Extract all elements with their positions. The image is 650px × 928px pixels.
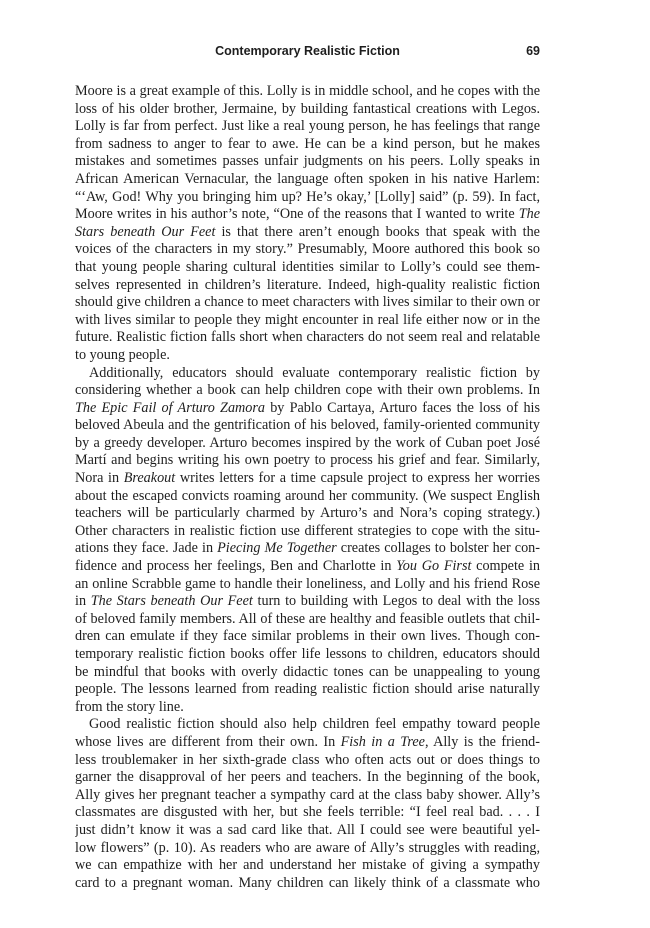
text-line [75, 136, 540, 154]
text-run: of beloved family members. All of these are healthy and feasible outlets that chil- [75, 610, 540, 627]
text-line [75, 558, 540, 576]
text-run: an online Scrabble game to handle their loneliness, and Lolly and his friend Rose [75, 575, 540, 592]
italic-title: You Go First [396, 558, 472, 575]
text-line [75, 576, 540, 594]
text-line [75, 452, 540, 470]
text-run: Nora in [75, 470, 124, 487]
text-line [75, 189, 540, 207]
text-run: Moore is a great example of this. Lolly is in middle school, and he copes with the [75, 83, 540, 99]
italic-title: Fish in a Tree [340, 733, 425, 750]
italic-title: Stars beneath Our Feet [75, 223, 216, 240]
text-line [75, 312, 540, 330]
text-line [75, 347, 540, 365]
text-run: , Ally is the friend- [424, 733, 540, 750]
text-line [75, 804, 540, 822]
text-line [75, 646, 540, 664]
text-run: Martí and begins writing his own poetry to process his grief and fear. Similarly, [75, 452, 540, 469]
text-run: Lolly is far from perfect. Just like a real young person, he has feelings that range [75, 118, 540, 135]
text-line [75, 734, 540, 752]
text-run: future. Realistic fiction falls short when characters do not seem real and relatable [75, 329, 540, 346]
text-line [75, 822, 540, 840]
text-run: mistakes and sometimes passes unfair judgments on his peers. Lolly speaks in [75, 153, 540, 170]
text-run: to young people. [75, 346, 170, 363]
text-line [75, 206, 540, 224]
text-run: should give children a chance to meet characters with lives similar to their own or [75, 294, 540, 311]
body-text [75, 83, 540, 892]
paragraph [75, 716, 540, 892]
italic-title: Breakout [123, 470, 176, 487]
chapter-title: Contemporary Realistic Fiction [215, 44, 400, 58]
text-run: temporary realistic fiction books offer life lessons to children, educators should [75, 646, 540, 662]
text-line [75, 699, 540, 717]
text-line [75, 435, 540, 453]
text-line [75, 611, 540, 629]
italic-title: The Epic Fail of Arturo Zamora [75, 399, 265, 416]
text-line [75, 400, 540, 418]
paragraph [75, 83, 540, 365]
text-run: ations they face. Jade in [75, 540, 218, 557]
text-line [75, 171, 540, 189]
text-line [75, 294, 540, 312]
text-line [75, 329, 540, 347]
text-run: is that there aren’t enough books that speak with the [215, 223, 540, 240]
text-run: “‘Aw, God! Why you bringing him up? He’s okay,’ [Lolly] said” (p. 59). In fact, [75, 188, 540, 205]
text-run: with lives similar to people they might encounter in real life either now or in the [75, 311, 540, 328]
text-line [75, 752, 540, 770]
text-line [75, 259, 540, 277]
text-run: turn to building with Legos to deal with the loss [252, 593, 540, 610]
text-line [75, 365, 540, 383]
text-line [75, 664, 540, 682]
text-run: classmates are disgusted with her, but she feels terrible: “I feel real bad. . . . I [75, 804, 540, 821]
running-header [75, 42, 540, 60]
text-line [75, 417, 540, 435]
text-run: by Pablo Cartaya, Arturo faces the loss of his [265, 399, 540, 416]
text-run: dren can emulate if they face similar problems in their own lives. Though con- [75, 628, 540, 645]
text-run: Additionally, educators should evaluate contemporary realistic fiction by [89, 364, 540, 381]
text-run: in [75, 593, 91, 610]
text-line [75, 769, 540, 787]
text-run: from the story line. [75, 698, 184, 715]
text-run: from sadness to anger to fear to awe. He can be a kind person, but he makes [75, 135, 540, 152]
text-run: just didn’t know it was a sad card like that. All I could see were beautiful yel- [75, 821, 540, 838]
text-line [75, 681, 540, 699]
text-run: Ally gives her pregnant teacher a sympathy card at the class baby shower. Ally’s [75, 786, 540, 803]
text-line [75, 840, 540, 858]
text-run: compete in [471, 558, 540, 575]
text-line [75, 382, 540, 400]
italic-title: The Stars beneath Our Feet [90, 593, 253, 610]
page-number: 69 [526, 44, 540, 58]
text-line [75, 118, 540, 136]
text-line [75, 875, 540, 893]
text-line [75, 523, 540, 541]
text-line [75, 628, 540, 646]
text-run: creates collages to bolster her con- [336, 540, 540, 557]
text-run: whose lives are different from their own. In [75, 733, 341, 750]
text-line [75, 787, 540, 805]
text-run: Moore writes in his author’s note, “One of the reasons that I wanted to write [75, 206, 519, 223]
text-line [75, 470, 540, 488]
text-line [75, 101, 540, 119]
text-run: loss of his older brother, Jermaine, by building fantastical creations with Legos. [75, 100, 540, 117]
text-run: about the escaped convicts roaming around her community. (We suspect English [75, 487, 540, 504]
text-line [75, 857, 540, 875]
text-run: considering whether a book can help children cope with their own problems. In [75, 382, 540, 399]
text-line [75, 593, 540, 611]
text-run: fidence and process her feelings, Ben and Charlotte in [75, 558, 397, 575]
text-line [75, 83, 540, 101]
italic-title: The [518, 206, 540, 223]
text-run: teachers will be particularly charmed by Arturo’s and Nora’s coping strategy.) [75, 505, 540, 522]
text-run: less troublemaker in her sixth-grade class who often acts out or does things to [75, 751, 540, 768]
text-run: people. The lessons learned from reading realistic fiction should arise naturally [75, 681, 540, 698]
text-run: Other characters in realistic fiction use different strategies to cope with the situ- [75, 522, 540, 539]
text-run: selves represented in children’s literature. Indeed, high-quality realistic fiction [75, 276, 540, 293]
text-line [75, 153, 540, 171]
text-run: African American Vernacular, the language often spoken in his native Harlem: [75, 170, 540, 187]
text-line [75, 277, 540, 295]
text-line [75, 540, 540, 558]
text-run: we can empathize with her and understand her mistake of giving a sympathy [75, 857, 540, 874]
paragraph [75, 365, 540, 717]
text-run: be mindful that books with overly didactic tones can be unappealing to young [75, 663, 540, 680]
text-run: low flowers” (p. 10). As readers who are aware of Ally’s struggles with reading, [75, 839, 540, 856]
text-line [75, 716, 540, 734]
italic-title: Piecing Me Together [217, 540, 337, 557]
text-run: garner the disapproval of her peers and teachers. In the beginning of the book, [75, 769, 540, 786]
text-run: voices of the characters in my story.” Presumably, Moore authored this book so [75, 241, 540, 258]
text-line [75, 505, 540, 523]
text-run: Good realistic fiction should also help children feel empathy toward people [89, 716, 540, 733]
text-run: writes letters for a time capsule project to express her worries [175, 470, 540, 487]
text-run: that young people sharing cultural identities similar to Lolly’s could see them- [75, 258, 540, 275]
text-line [75, 488, 540, 506]
text-run: beloved Abeula and the gentrification of his beloved, family-oriented community [75, 417, 540, 434]
text-line [75, 224, 540, 242]
text-run: by a greedy developer. Arturo becomes inspired by the work of Cuban poet José [75, 434, 540, 451]
text-line [75, 241, 540, 259]
text-run: card to a pregnant woman. Many children can likely think of a classmate who [75, 874, 540, 891]
